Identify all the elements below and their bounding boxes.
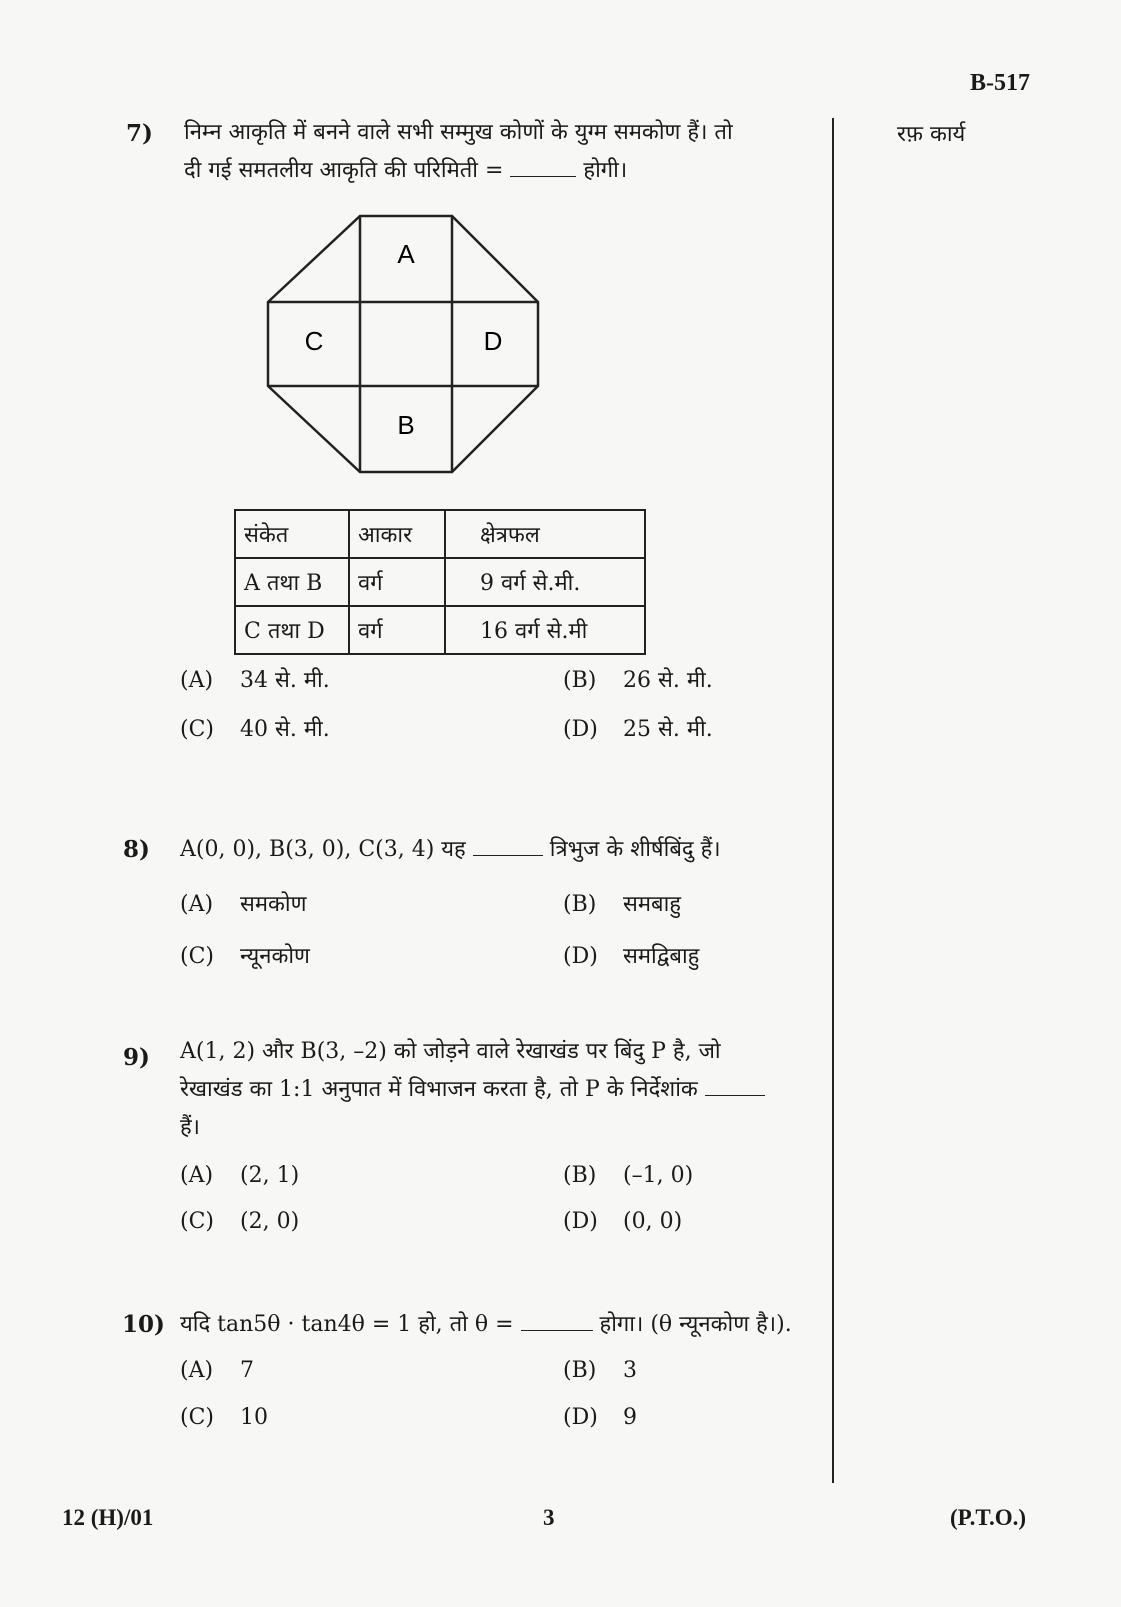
pto-label: (P.T.O.) [950,1505,1027,1530]
table-header-row [235,510,645,558]
answer-blank [510,156,576,177]
option-label: (D) [563,717,598,742]
question-7-line2-b: होगी। [583,158,628,183]
option-label: (D) [563,944,598,969]
question-8-text-b: त्रिभुज के शीर्षबिंदु हैं। [549,837,721,862]
figure-label-a: A [397,239,415,269]
column-divider [832,118,834,1483]
table-cell: 16 वर्ग से.मी [445,606,645,654]
option-label: (D) [563,1405,598,1430]
option-label: (D) [563,1209,598,1234]
table-cell: वर्ग [349,558,445,606]
option-label: (C) [180,1405,214,1430]
table-cell: 9 वर्ग से.मी. [445,558,645,606]
option-label: (C) [180,1209,214,1234]
q10-option-b [563,1358,637,1383]
question-8-number: 8) [123,836,150,863]
question-9-line2 [180,1071,825,1109]
option-text: 10 [240,1405,268,1430]
option-text: समद्विबाहु [623,944,700,969]
q10-option-d [563,1405,637,1430]
table-cell: वर्ग [349,606,445,654]
option-text: (2, 0) [240,1209,300,1234]
option-text: 7 [240,1358,254,1383]
question-9-line3: हैं। [180,1115,201,1140]
page-number: 3 [543,1505,555,1530]
table-cell: C तथा D [235,606,349,654]
question-9-text [180,1033,825,1147]
q8-option-d [563,940,699,970]
option-label: (A) [180,1163,214,1188]
question-7-line2-a: दी गई समतलीय आकृति की परिमिती = [184,158,504,183]
question-8-text-a: A(0, 0), B(3, 0), C(3, 4) यह [180,837,466,862]
option-label: (B) [563,1163,597,1188]
table-header-cell: क्षेत्रफल [445,510,645,558]
octagon-figure [260,210,550,475]
option-text: समबाहु [623,892,681,917]
option-text: 26 से. मी. [623,668,713,693]
question-9-line1: A(1, 2) और B(3, –2) को जोड़ने वाले रेखाखंड पर बिंदु P है, जो [180,1039,721,1064]
option-text: न्यूनकोण [240,944,310,969]
answer-blank [705,1075,765,1096]
option-label: (B) [563,1358,597,1383]
option-label: (C) [180,944,214,969]
question-8-text [180,831,721,869]
option-text: 40 से. मी. [240,717,330,742]
option-label: (C) [180,717,214,742]
question-9-number: 9) [123,1044,150,1071]
question-10-text-a: यदि tan5θ · tan4θ = 1 हो, तो θ = [180,1312,514,1337]
q10-option-a [180,1358,254,1383]
option-label: (A) [180,1358,214,1383]
question-10-number: 10) [122,1311,165,1338]
footer-code: 12 (H)/01 [62,1505,154,1530]
question-10-text [180,1306,792,1344]
question-7-text [184,114,824,190]
q9-option-c [180,1209,299,1234]
table-row [235,606,645,654]
paper-code: B-517 [970,70,1030,96]
option-text: 34 से. मी. [240,668,330,693]
q10-option-c [180,1405,268,1430]
question-7-number: 7) [126,120,153,147]
q9-option-d [563,1209,682,1234]
option-text: 9 [623,1405,637,1430]
question-7-line2 [184,152,824,190]
q7-option-a [180,664,330,694]
area-table [234,509,646,655]
figure-label-b: B [397,410,415,440]
figure-label-c: C [304,326,324,356]
rough-work-label: रफ़ कार्य [897,122,966,147]
table-header-cell: संकेत [235,510,349,558]
option-text: (–1, 0) [623,1163,694,1188]
option-text: (0, 0) [623,1209,683,1234]
q8-option-a [180,888,307,918]
figure-label-d: D [483,326,503,356]
q9-option-a [180,1163,299,1188]
table-header-cell: आकार [349,510,445,558]
option-label: (B) [563,892,597,917]
option-label: (B) [563,668,597,693]
table-cell: A तथा B [235,558,349,606]
question-9-line2-text: रेखाखंड का 1:1 अनुपात में विभाजन करता है, तो P के निर्देशांक [180,1077,698,1102]
option-text: समकोण [240,892,307,917]
answer-blank [521,1310,593,1331]
option-text: 25 से. मी. [623,717,713,742]
question-7-line1: निम्न आकृति में बनने वाले सभी सम्मुख कोणों के युग्म समकोण हैं। तो [184,120,733,145]
option-label: (A) [180,892,214,917]
answer-blank [473,835,543,856]
q8-option-c [180,940,310,970]
option-label: (A) [180,668,214,693]
option-text: 3 [623,1358,637,1383]
q7-option-d [563,713,713,743]
q8-option-b [563,888,681,918]
option-text: (2, 1) [240,1163,300,1188]
q7-option-c [180,713,330,743]
q7-option-b [563,664,713,694]
table-row [235,558,645,606]
q9-option-b [563,1163,693,1188]
question-10-text-b: होगा। (θ न्यूनकोण है।). [599,1312,792,1337]
